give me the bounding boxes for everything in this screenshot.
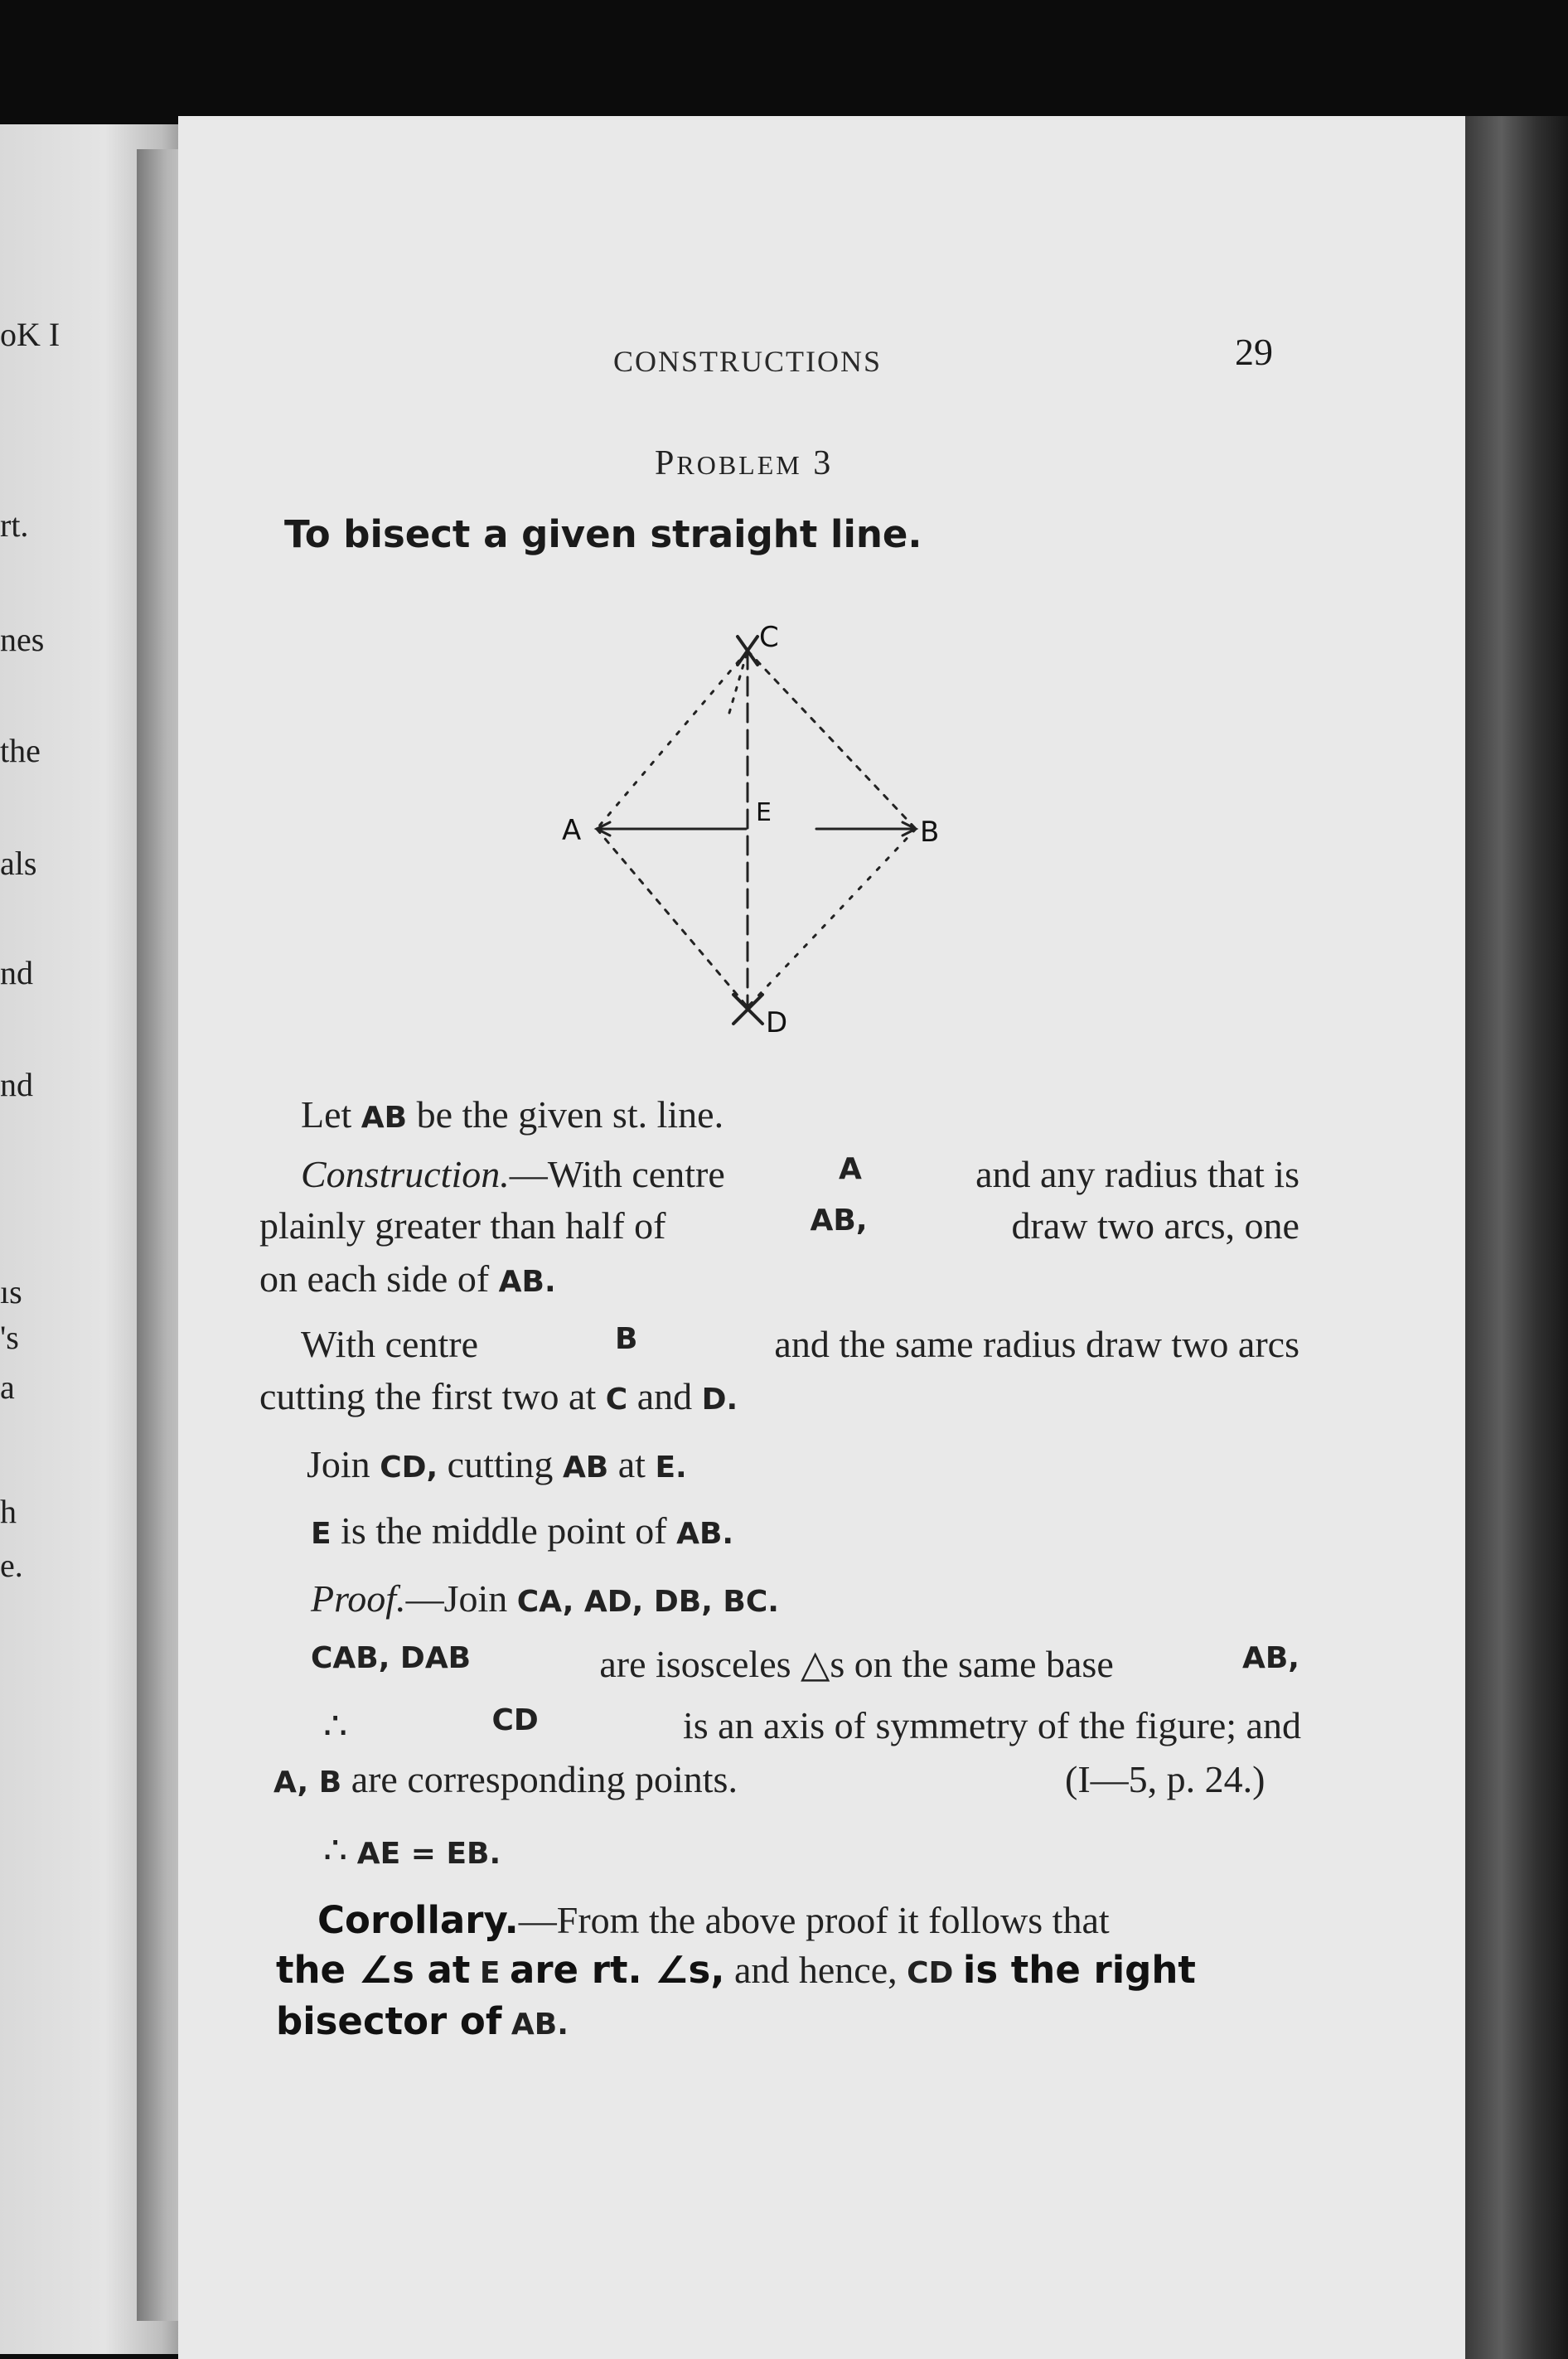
paragraph-let: Let AB be the given st. line.: [301, 1093, 724, 1136]
left-page-fragment: 's: [0, 1319, 19, 1356]
axis-line-2: A, B are corresponding points.: [273, 1758, 738, 1800]
left-page-fragment: the: [0, 732, 41, 769]
left-page-fragment: a: [0, 1368, 15, 1406]
middle-point-line: E is the middle point of AB.: [311, 1509, 734, 1552]
left-page-fragment: nes: [0, 621, 45, 658]
point-label-b: B: [920, 816, 940, 849]
join-cd-line: Join CD, cutting AB at E.: [307, 1443, 687, 1485]
corollary-line-1: Corollary.—From the above proof it follows that: [317, 1898, 1110, 1942]
proof-line: Proof.—Join CA, AD, DB, BC.: [311, 1577, 779, 1620]
left-page-fragment: h: [0, 1493, 17, 1530]
bisection-diagram: [530, 605, 961, 1053]
left-page-fragment: ıs: [0, 1273, 22, 1310]
with-centre-b-line-2: cutting the first two at C and D.: [259, 1375, 738, 1417]
bc-line: [748, 651, 916, 829]
theorem-reference: (I—5, p. 24.): [1065, 1758, 1266, 1800]
conclusion-line: ∴ AE = EB.: [323, 1829, 501, 1872]
left-page-fragment: nd: [0, 954, 33, 991]
isosceles-line: CAB, DAB are isosceles △s on the same base AB,: [311, 1641, 1299, 1685]
with-centre-b-line-1: With centre B and the same radius draw two arcs: [301, 1322, 1299, 1365]
construction-line-1: Construction.—With centre A and any radius that is: [301, 1152, 1299, 1195]
corollary-line-3: bisector of AB.: [276, 1999, 569, 2043]
running-head: CONSTRUCTIONS: [613, 345, 883, 378]
page-number: 29: [1235, 331, 1273, 373]
point-label-e: E: [756, 798, 772, 827]
left-page-fragment: rt.: [0, 506, 29, 544]
construction-line-2: plainly greater than half of AB, draw two arcs, one: [259, 1204, 1299, 1247]
point-label-a: A: [562, 814, 582, 847]
page: [178, 116, 1467, 2359]
corollary-label: Corollary.: [317, 1898, 519, 1942]
point-label-d: D: [766, 1006, 788, 1039]
ad-line: [597, 829, 748, 1007]
point-label-c: C: [759, 621, 779, 654]
left-page-fragment: e.: [0, 1547, 23, 1584]
problem-title: To bisect a given straight line.: [284, 512, 922, 556]
proof-label: Proof.: [311, 1577, 406, 1620]
ca-line: [597, 651, 748, 829]
axis-line-1: ∴ CD is an axis of symmetry of the figure; and: [323, 1703, 1301, 1747]
left-page-fragment: nd: [0, 1066, 33, 1103]
db-line: [748, 829, 916, 1007]
construction-line-3: on each side of AB.: [259, 1257, 556, 1300]
left-page-fragment: oK I: [0, 316, 60, 353]
left-page-fragment: als: [0, 845, 37, 882]
page-edge-shadow: [1465, 116, 1568, 2359]
problem-heading: PROBLEM 3: [655, 444, 834, 482]
construction-label: Construction.: [301, 1153, 510, 1195]
corollary-line-2: the ∠s at E are rt. ∠s, and hence, CD is the right: [276, 1948, 1196, 1992]
